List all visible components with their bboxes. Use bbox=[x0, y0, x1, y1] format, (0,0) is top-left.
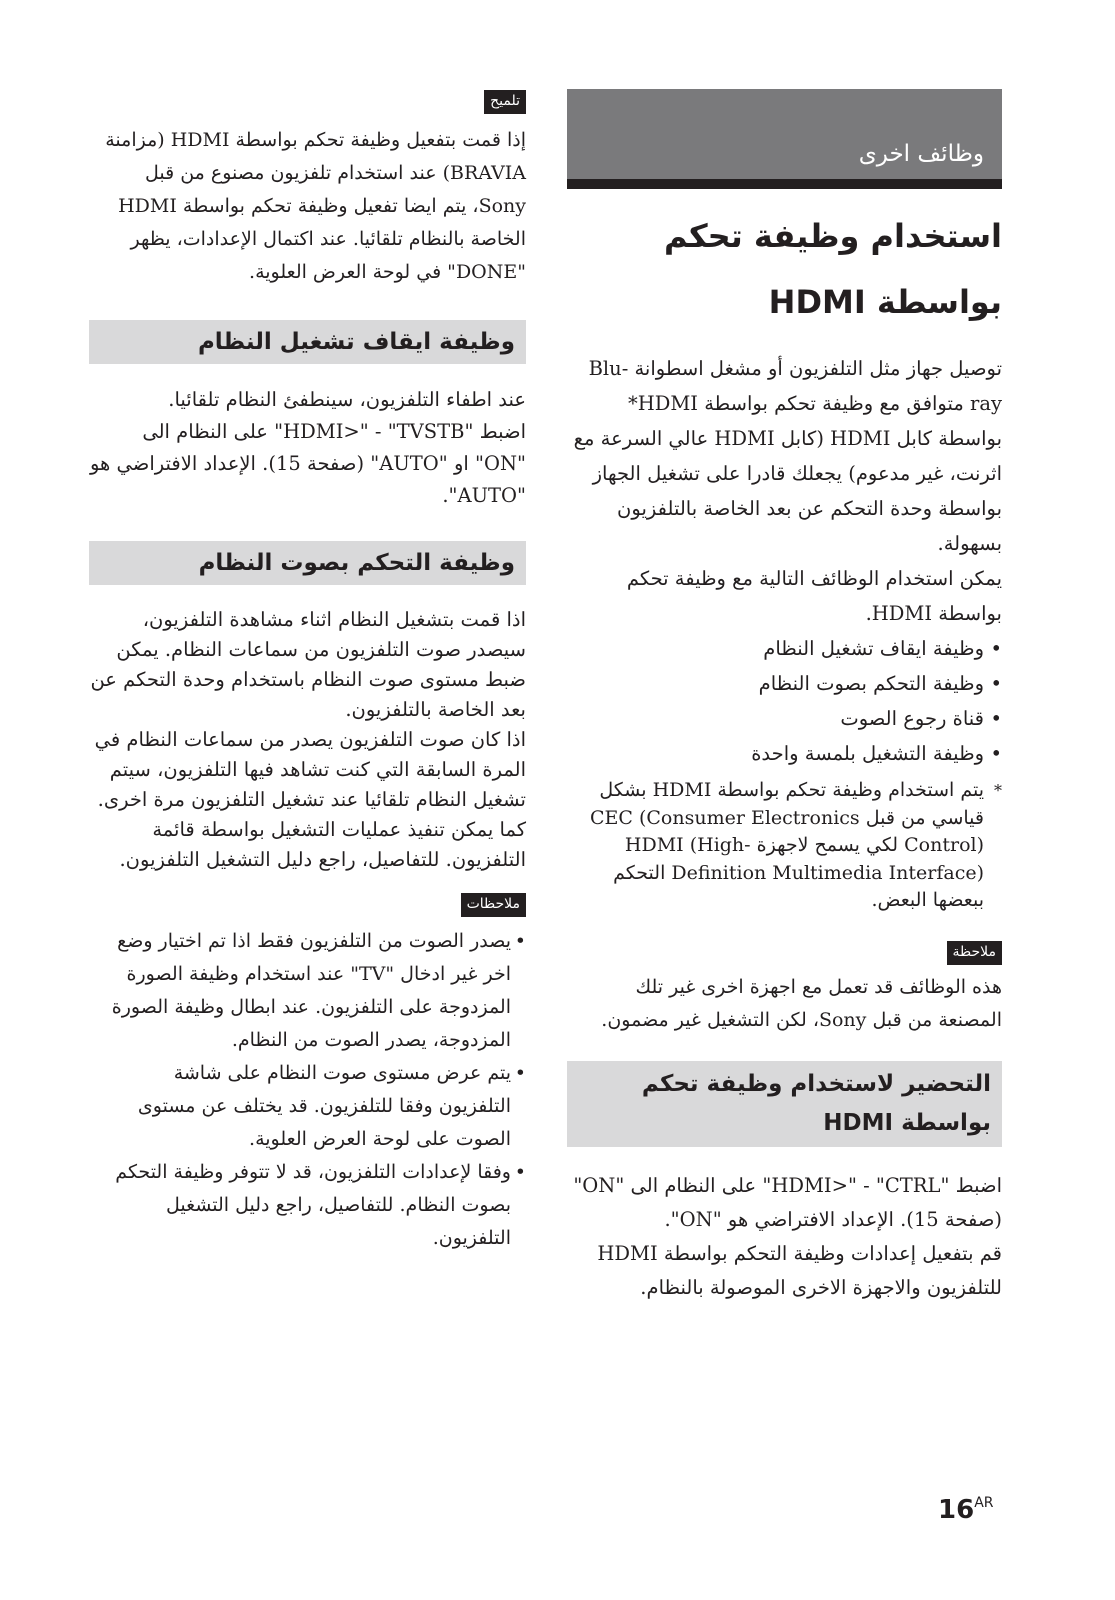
power-off-heading: وظيفة ايقاف تشغيل النظام bbox=[89, 320, 526, 364]
notes-label: ملاحظات bbox=[461, 893, 526, 917]
section-header: وظائف اخرى bbox=[858, 141, 984, 167]
intro-paragraph: توصيل جهاز مثل التلفزيون أو مشغل اسطوانة Blu-ray متوافق مع وظيفة تحكم بواسطة HDMI* بواسطة كابل HDMI (كابل HDMI عالي السرعة مع اثرنت، غير مدعوم) يجعلك قادرا على تشغيل الجهاز بواسطة وحدة التحكم عن بعد الخاصة بالتلفزيون بسهولة. bbox=[573, 357, 1002, 555]
power-off-text: عند اطفاء التلفزيون، سينطفئ النظام تلقائيا. bbox=[168, 388, 526, 411]
prep-heading: التحضير لاستخدام وظيفة تحكم بواسطة HDMI bbox=[567, 1061, 1002, 1147]
tip-label: تلميح bbox=[484, 90, 526, 114]
feature-list bbox=[567, 631, 1002, 771]
page-number-value: 16 bbox=[938, 1495, 975, 1525]
prep-text-2: قم بتفعيل إعدادات وظيفة التحكم بواسطة HDMI للتلفزيون والاجهزة الاخرى الموصولة بالنظام. bbox=[597, 1241, 1002, 1299]
intro-paragraph-2: يمكن استخدام الوظائف التالية مع وظيفة تحكم بواسطة HDMI. bbox=[626, 567, 1002, 625]
feature-item: • وظيفة التشغيل بلمسة واحدة bbox=[567, 736, 984, 771]
note-item: • وفقا لإعدادات التلفزيون، قد لا تتوفر وظيفة التحكم بصوت النظام. للتفاصيل، راجع دليل التشغيل التلفزيون. bbox=[101, 1156, 511, 1255]
section-header-band bbox=[567, 89, 1002, 179]
page-number bbox=[938, 1495, 994, 1525]
footnote bbox=[567, 777, 1002, 915]
footnote-marker: * bbox=[994, 781, 1002, 800]
note-item: • يصدر الصوت من التلفزيون فقط اذا تم اختيار وضع اخر غير ادخال "TV" عند استخدام وظيفة الصورة المزدوجة على التلفزيون. عند ابطال وظيفة الصورة المزدوجة، يصدر الصوت من النظام. bbox=[101, 925, 511, 1057]
note-item: • يتم عرض مستوى صوت النظام على شاشة التلفزيون وفقا للتلفزيون. قد يختلف عن مستوى الصوت على لوحة العرض العلوية. bbox=[101, 1057, 511, 1156]
feature-item: • وظيفة ايقاف تشغيل النظام bbox=[567, 631, 984, 666]
notes-list bbox=[89, 925, 526, 1255]
audio-control-heading: وظيفة التحكم بصوت النظام bbox=[89, 541, 526, 585]
footnote-text: يتم استخدام وظيفة تحكم بواسطة HDMI بشكل قياسي من قبل CEC (Consumer Electronics Control) لكي يسمح لاجهزة HDMI (High-Definition Multimedia Interface) التحكم ببعضها البعض. bbox=[589, 779, 984, 911]
page-title: استخدام وظيفة تحكم بواسطة HDMI bbox=[663, 217, 1002, 321]
audio-control-text-3: كما يمكن تنفيذ عمليات التشغيل بواسطة قائمة التلفزيون. للتفاصيل، راجع دليل التشغيل التلفزيون. bbox=[119, 818, 526, 871]
feature-item: • قناة رجوع الصوت bbox=[567, 701, 984, 736]
right-column bbox=[567, 89, 1002, 1305]
feature-item: • وظيفة التحكم بصوت النظام bbox=[567, 666, 984, 701]
prep-text: اضبط "HDMI>" - "CTRL" على النظام الى "ON" (صفحة 15). الإعداد الافتراضي هو "ON". bbox=[573, 1173, 1002, 1231]
section-header-rule bbox=[567, 179, 1002, 189]
tip-text: إذا قمت بتفعيل وظيفة تحكم بواسطة HDMI (مزامنة BRAVIA) عند استخدام تلفزيون مصنوع من قبل Sony، يتم ايضا تفعيل وظيفة تحكم بواسطة HDMI الخاصة بالنظام تلقائيا. عند اكتمال الإعدادات، يظهر "DONE" في لوحة العرض العلوية. bbox=[105, 129, 526, 283]
note-label: ملاحظة bbox=[947, 941, 1003, 965]
audio-control-text: اذا قمت بتشغيل النظام اثناء مشاهدة التلفزيون، سيصدر صوت التلفزيون من سماعات النظام. يمكن ضبط مستوى صوت النظام باستخدام وحدة التحكم عن بعد الخاصة بالتلفزيون. bbox=[90, 608, 526, 721]
page-language-code: AR bbox=[974, 1495, 994, 1511]
note-text: هذه الوظائف قد تعمل مع اجهزة اخرى غير تلك المصنعة من قبل Sony، لكن التشغيل غير مضمون. bbox=[601, 975, 1002, 1031]
power-off-text-2: اضبط "HDMI>" - "TVSTB" على النظام الى "ON" او "AUTO" (صفحة 15). الإعداد الافتراضي هو "AUTO". bbox=[89, 420, 526, 507]
audio-control-text-2: اذا كان صوت التلفزيون يصدر من سماعات النظام في المرة السابقة التي كنت تشاهد فيها التلفزيون، سيتم تشغيل النظام تلقائيا عند تشغيل التلفزيون مرة اخرى. bbox=[94, 728, 526, 811]
left-column bbox=[89, 89, 526, 1255]
